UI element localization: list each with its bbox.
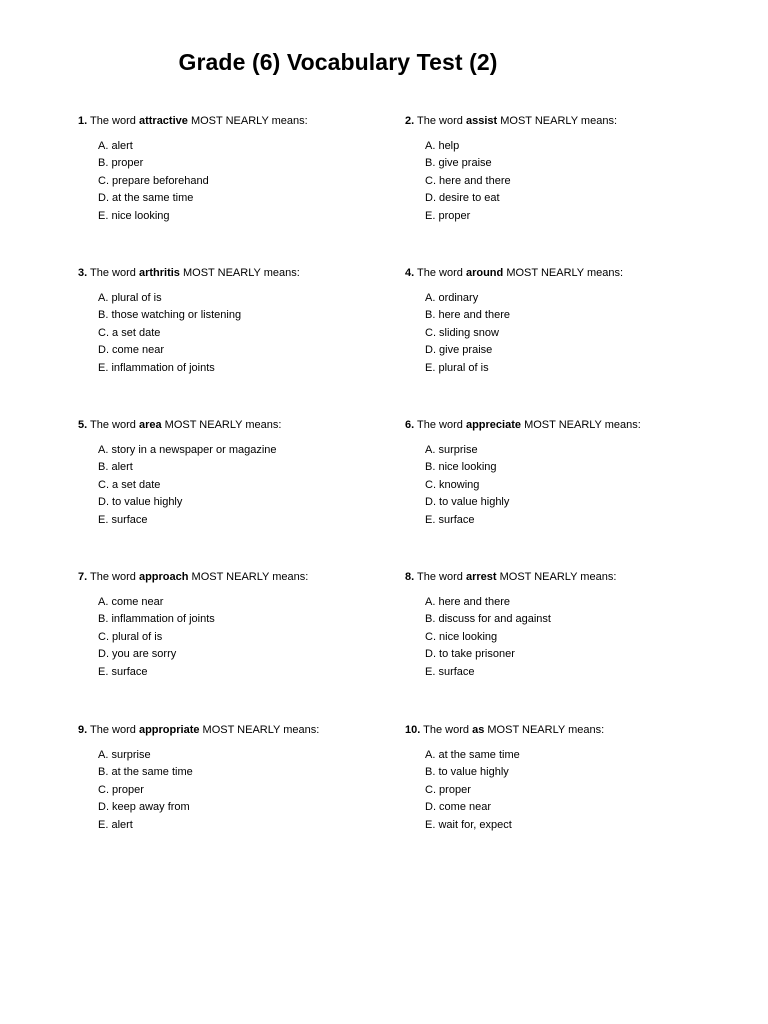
vocab-word: approach: [138, 571, 189, 583]
option-b: B. those watching or listening: [98, 309, 242, 322]
option-d: D. keep away from: [98, 801, 190, 814]
vocab-word: arthritis: [138, 267, 180, 279]
option-e: E. surface: [98, 665, 148, 678]
option-a: A. at the same time: [425, 749, 520, 761]
option-b: B. inflammation of joints: [98, 613, 215, 626]
question-4: [405, 266, 725, 377]
vocab-word: arrest: [465, 571, 497, 583]
option-c: C. plural of is: [98, 630, 163, 643]
option-e: E. plural of is: [425, 361, 489, 374]
option-d: D. you are sorry: [98, 648, 177, 661]
answer-options: [425, 747, 725, 834]
question-8: [405, 570, 725, 681]
stem-prefix: The word: [90, 115, 136, 127]
question-stem: [405, 570, 725, 584]
option-b: B. here and there: [425, 309, 511, 322]
stem-prefix: The word: [417, 115, 463, 127]
option-a: A. surprise: [425, 444, 478, 456]
option-b: B. proper: [98, 157, 144, 170]
option-a: A. alert: [98, 140, 133, 152]
vocab-word: as: [472, 724, 485, 736]
option-c: C. sliding snow: [425, 326, 499, 339]
option-d: D. come near: [98, 344, 165, 357]
question-number: 1.: [78, 115, 88, 127]
answer-options: [98, 747, 398, 834]
question-stem: [78, 570, 398, 584]
option-e: E. alert: [98, 818, 133, 831]
option-d: D. to take prisoner: [425, 648, 515, 661]
question-number: 8.: [405, 571, 415, 583]
question-number: 2.: [405, 115, 415, 127]
option-c: C. proper: [98, 783, 144, 796]
answer-options: [98, 442, 398, 529]
question-stem: [78, 418, 398, 432]
page-title: Grade (6) Vocabulary Test (2): [178, 49, 498, 75]
question-stem: [405, 266, 725, 280]
question-number: 6.: [405, 419, 415, 431]
option-d: D. at the same time: [98, 192, 194, 205]
stem-suffix: MOST NEARLY means:: [506, 267, 624, 279]
question-10: [405, 723, 725, 834]
question-9: [78, 723, 398, 834]
question-number: 4.: [405, 267, 415, 279]
option-a: A. ordinary: [425, 292, 479, 304]
vocab-word: attractive: [138, 115, 188, 127]
option-b: B. at the same time: [98, 766, 193, 779]
option-a: A. help: [425, 140, 460, 152]
option-b: B. to value highly: [425, 766, 509, 779]
option-d: D. give praise: [425, 344, 493, 357]
option-e: E. nice looking: [98, 209, 170, 222]
option-c: C. a set date: [98, 326, 161, 339]
option-c: C. a set date: [98, 478, 161, 491]
stem-suffix: MOST NEARLY means:: [499, 571, 617, 583]
question-stem: [405, 418, 725, 432]
stem-suffix: MOST NEARLY means:: [191, 571, 309, 583]
option-c: C. here and there: [425, 174, 511, 187]
stem-prefix: The word: [423, 724, 470, 736]
option-e: E. inflammation of joints: [98, 361, 215, 374]
option-e: E. proper: [425, 209, 471, 222]
option-d: D. to value highly: [98, 496, 183, 509]
stem-prefix: The word: [417, 419, 463, 431]
question-6: [405, 418, 725, 529]
option-b: B. nice looking: [425, 461, 497, 474]
question-number: 9.: [78, 724, 88, 736]
question-number: 10.: [405, 724, 421, 736]
vocab-word: area: [138, 419, 162, 431]
answer-options: [98, 594, 398, 681]
option-e: E. surface: [425, 665, 475, 678]
answer-options: [98, 138, 398, 225]
answer-options: [425, 138, 725, 225]
vocab-word: around: [465, 267, 504, 279]
answer-options: [98, 290, 398, 377]
stem-suffix: MOST NEARLY means:: [183, 267, 300, 279]
option-c: C. nice looking: [425, 630, 498, 643]
stem-prefix: The word: [90, 571, 136, 583]
option-c: C. proper: [425, 783, 471, 796]
question-stem: [78, 723, 398, 737]
option-d: D. desire to eat: [425, 192, 500, 205]
question-7: [78, 570, 398, 681]
question-1: [78, 114, 398, 225]
option-a: A. plural of is: [98, 292, 162, 304]
question-number: 7.: [78, 571, 88, 583]
option-e: E. wait for, expect: [425, 818, 512, 831]
vocab-word: appropriate: [138, 724, 200, 736]
option-b: B. discuss for and against: [425, 613, 551, 626]
question-number: 3.: [78, 267, 88, 279]
question-stem: [78, 114, 398, 128]
stem-suffix: MOST NEARLY means:: [487, 724, 605, 736]
option-e: E. surface: [425, 513, 475, 526]
vocab-word: appreciate: [465, 419, 521, 431]
option-d: D. to value highly: [425, 496, 510, 509]
question-number: 5.: [78, 419, 88, 431]
stem-suffix: MOST NEARLY means:: [164, 419, 282, 431]
option-d: D. come near: [425, 801, 492, 814]
stem-prefix: The word: [90, 419, 136, 431]
stem-suffix: MOST NEARLY means:: [202, 724, 320, 736]
stem-suffix: MOST NEARLY means:: [524, 419, 641, 431]
question-5: [78, 418, 398, 529]
question-2: [405, 114, 725, 225]
option-e: E. surface: [98, 513, 148, 526]
question-stem: [78, 266, 398, 280]
stem-suffix: MOST NEARLY means:: [190, 115, 308, 127]
question-3: [78, 266, 398, 377]
option-c: C. prepare beforehand: [98, 174, 209, 187]
option-a: A. surprise: [98, 749, 151, 761]
option-b: B. alert: [98, 461, 133, 474]
stem-suffix: MOST NEARLY means:: [500, 115, 617, 127]
question-stem: [405, 114, 725, 128]
stem-prefix: The word: [90, 724, 136, 736]
option-b: B. give praise: [425, 157, 492, 170]
question-stem: [405, 723, 725, 737]
option-c: C. knowing: [425, 478, 480, 491]
vocab-word: assist: [465, 115, 498, 127]
option-a: A. story in a newspaper or magazine: [98, 444, 277, 456]
stem-prefix: The word: [417, 571, 463, 583]
option-a: A. come near: [98, 596, 164, 608]
stem-prefix: The word: [90, 267, 136, 279]
stem-prefix: The word: [417, 267, 463, 279]
answer-options: [425, 594, 725, 681]
answer-options: [425, 290, 725, 377]
option-a: A. here and there: [425, 596, 511, 608]
answer-options: [425, 442, 725, 529]
